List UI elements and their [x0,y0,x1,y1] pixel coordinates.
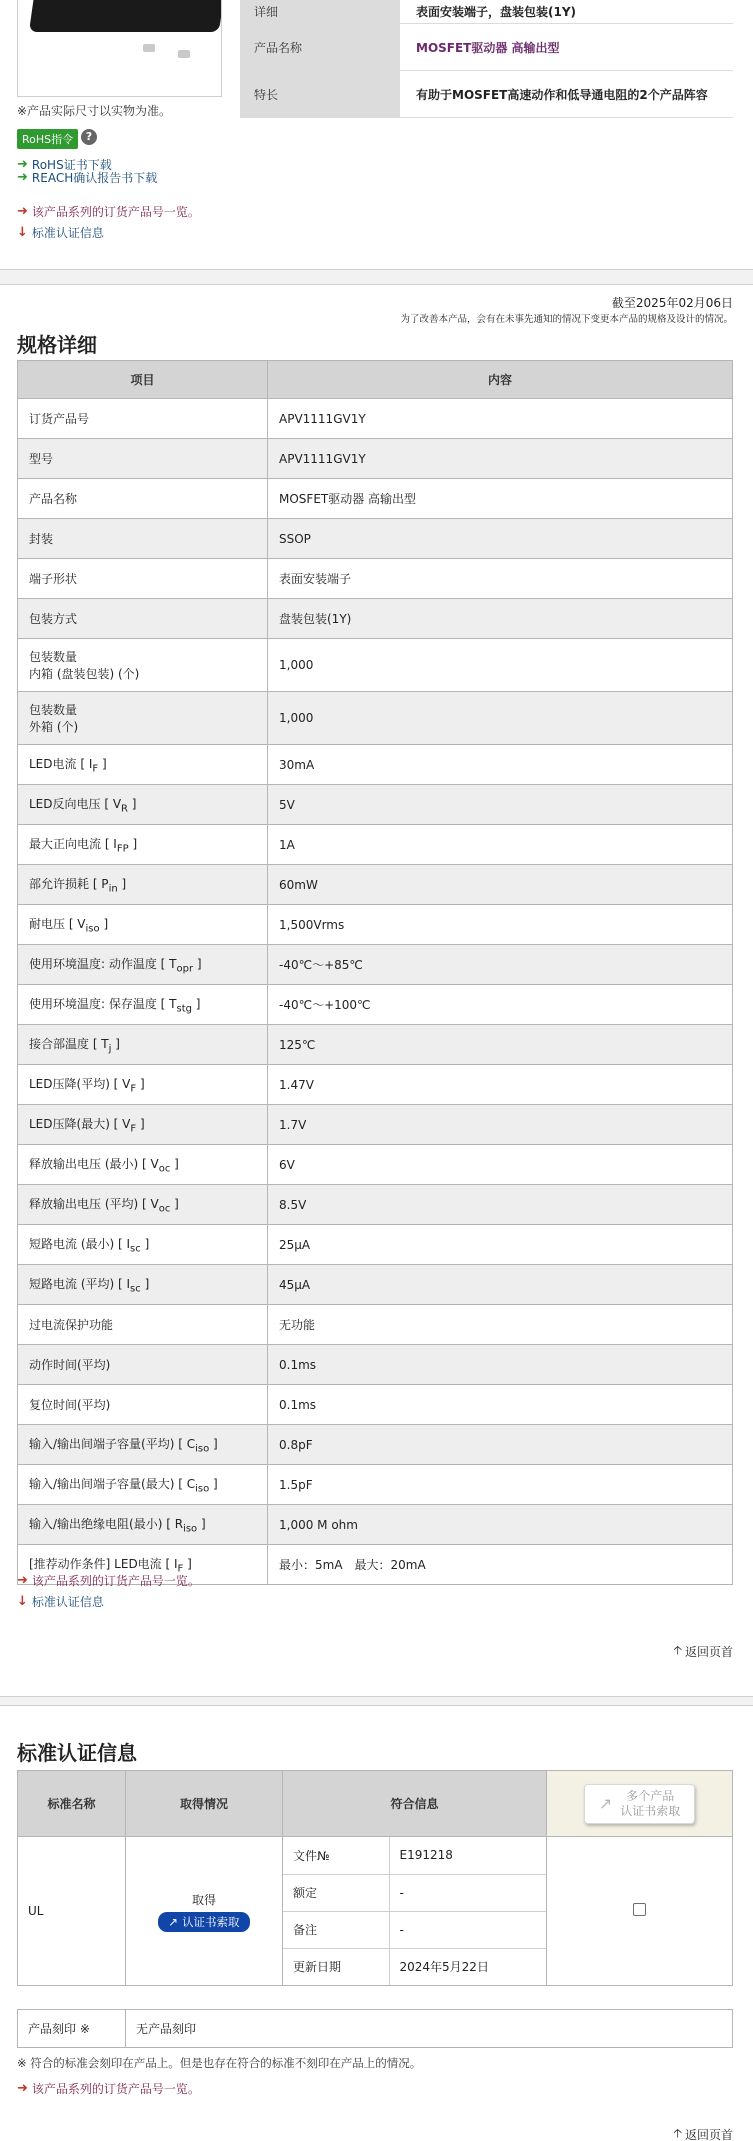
spec-value: 1,500Vrms [268,905,733,945]
spec-value: 60mW [268,865,733,905]
spec-value: 6V [268,1145,733,1185]
link-label: 返回页首 [684,2128,733,2141]
spec-disclaimer: 为了改善本产品，会有在未事先通知的情况下变更本产品的规格及设计的情况。 [400,314,733,325]
col-header-standard: 标准名称 [18,1771,126,1837]
spec-value: 30mA [268,745,733,785]
cert-status [126,1837,283,1986]
spec-value: 1.5pF [268,1465,733,1505]
status-text: 取得 [191,1892,216,1907]
link-label: 该产品系列的订货产品号一览。 [31,2082,200,2096]
spec-value: APV1111GV1Y [268,399,733,439]
cert-info-row [283,1948,546,1985]
arrow-right-icon: ➜ [17,170,28,185]
link-label: 返回页首 [684,1645,733,1659]
spec-row [18,825,733,865]
summary-row [240,24,733,71]
spec-value: APV1111GV1Y [268,439,733,479]
summary-label: 产品名称 [240,24,400,70]
cert-info [283,1837,547,1986]
spec-value: 无功能 [268,1305,733,1345]
arrow-down-icon: ↓ [17,225,28,240]
marking-value: 无产品刻印 [126,2010,733,2048]
spec-value: 5V [268,785,733,825]
spec-row [18,1145,733,1185]
summary-spec-list [240,0,733,118]
spec-value: 25µA [268,1225,733,1265]
cert-table [17,1770,733,1986]
spec-row [18,399,733,439]
arrow-right-icon: ➜ [17,204,28,219]
spec-item: LED压降(平均) [ $V_F$ ] [18,1065,268,1105]
spec-section-title: 规格详细 [17,333,97,357]
spec-row [18,1105,733,1145]
spec-item: 短路电流 (最小) [ $I_{sc}$ ] [18,1225,268,1265]
spec-value: MOSFET驱动器 高输出型 [268,479,733,519]
spec-item: 输入/输出间端子容量(最大) [ $C_{iso}$ ] [18,1465,268,1505]
summary-value: MOSFET驱动器 高输出型 [416,40,560,55]
spec-header-row [18,361,733,399]
spec-item: 订货产品号 [18,399,268,439]
spec-row [18,745,733,785]
cert-info-row [283,1837,546,1874]
spec-value: 0.1ms [268,1385,733,1425]
spec-item: 封装 [18,519,268,559]
link-label: 标准认证信息 [31,1595,104,1609]
spec-row [18,692,733,745]
spec-value: -40℃～+100℃ [268,985,733,1025]
chip-body [29,0,222,32]
summary-value: 表面安装端子，盘装包装(1Y) [416,5,577,19]
summary-value: 有助于MOSFET高速动作和低导通电阻的2个产品阵容 [416,87,708,102]
col-header-info: 符合信息 [283,1771,547,1837]
external-arrow-icon: ↗ [168,1914,179,1929]
spec-value: 8.5V [268,1185,733,1225]
summary-row [240,0,733,24]
spec-row [18,1265,733,1305]
help-icon[interactable]: ? [81,129,97,145]
spec-item: 动作时间(平均) [18,1345,268,1385]
marking-label: 产品刻印 ※ [18,2010,126,2048]
multi-product-cert-request-button[interactable] [584,1784,695,1824]
cert-info-key: 备注 [283,1911,389,1948]
spec-item: 产品名称 [18,479,268,519]
cert-info-value: E191218 [389,1837,546,1874]
chip-pin [178,50,190,58]
spec-value: 最小：5mA 最大：20mA [268,1545,733,1585]
cert-info-key: 文件№ [283,1837,389,1874]
cert-row [18,1837,733,1986]
spec-table [17,360,733,1585]
marking-row [18,2010,733,2048]
spec-row [18,479,733,519]
std-cert-anchor-link[interactable] [17,1593,104,1610]
spec-item: 过电流保护功能 [18,1305,268,1345]
cert-request-button[interactable]: ↗ 认证书索取 [158,1912,249,1932]
spec-item: 使用环境温度: 保存温度 [ $T_{stg}$ ] [18,985,268,1025]
arrow-right-icon: ➜ [17,157,28,172]
spec-row [18,865,733,905]
order-list-link[interactable] [17,2080,200,2097]
reach-report-download-link[interactable] [17,169,157,186]
spec-table-body [18,399,733,1585]
multi-btn-label: 多个产品 认证书索取 [620,1788,681,1818]
spec-row [18,905,733,945]
spec-value: 1,000 [268,692,733,745]
spec-item: LED电流 [ $I_F$ ] [18,745,268,785]
cert-info-table [283,1837,546,1985]
order-list-link[interactable] [17,1572,200,1589]
link-label: 该产品系列的订货产品号一览。 [31,205,200,219]
cert-info-key: 额定 [283,1874,389,1911]
arrow-up-icon: 🡡 [673,1643,682,1657]
spec-value: 1.7V [268,1105,733,1145]
spec-value: 0.1ms [268,1345,733,1385]
spec-row [18,1385,733,1425]
order-list-link[interactable] [17,203,200,220]
cert-info-row [283,1874,546,1911]
spec-item: 输入/输出绝缘电阻(最小) [ $R_{iso}$ ] [18,1505,268,1545]
link-label: 该产品系列的订货产品号一览。 [31,1574,200,1588]
product-summary [0,0,753,270]
spec-item: 释放输出电压 (平均) [ $V_{oc}$ ] [18,1185,268,1225]
cert-info-value: - [389,1911,546,1948]
col-header-content: 内容 [268,361,733,399]
spec-item: 释放输出电压 (最小) [ $V_{oc}$ ] [18,1145,268,1185]
spec-item: [推荐动作条件] LED电流 [ $I_F$ ] [18,1545,268,1585]
spec-value: 1,000 M ohm [268,1505,733,1545]
summary-label: 详细 [240,0,400,23]
spec-row [18,519,733,559]
image-size-note: ※产品实际尺寸以实物为准。 [17,104,172,118]
cert-info-key: 更新日期 [283,1948,389,1985]
spec-value: 1.47V [268,1065,733,1105]
spec-item: 最大正向电流 [ $I_{FP}$ ] [18,825,268,865]
spec-item: LED反向电压 [ $V_R$ ] [18,785,268,825]
standard-name: UL [18,1837,126,1986]
spec-row [18,1025,733,1065]
spec-row [18,985,733,1025]
spec-value: 0.8pF [268,1425,733,1465]
arrow-down-icon: ↓ [17,1594,28,1609]
spec-item: 包装数量 外箱 (个) [18,692,268,745]
col-header-item: 项目 [18,361,268,399]
spec-value: 45µA [268,1265,733,1305]
spec-item: 短路电流 (平均) [ $I_{sc}$ ] [18,1265,268,1305]
spec-row [18,1225,733,1265]
spec-value: 盘装包装(1Y) [268,599,733,639]
col-header-status: 取得情况 [126,1771,283,1837]
section-gap [0,270,753,284]
product-marking-table [17,2009,733,2048]
cert-select-cell [547,1837,733,1986]
spec-row [18,559,733,599]
spec-row [18,1305,733,1345]
spec-item: 包装数量 内箱 (盘装包装) (个) [18,639,268,692]
col-header-multi [547,1771,733,1837]
back-to-top-link[interactable] [673,1641,733,1662]
spec-item: 耐电压 [ $V_{iso}$ ] [18,905,268,945]
std-cert-anchor-link[interactable] [17,224,104,241]
spec-row [18,1425,733,1465]
arrow-right-icon: ➜ [17,1573,28,1588]
spec-value: -40℃～+85℃ [268,945,733,985]
spec-row [18,1465,733,1505]
spec-row [18,785,733,825]
external-arrow-icon: ↗ [598,1794,613,1813]
spec-row [18,1065,733,1105]
spec-item: 型号 [18,439,268,479]
spec-item: 使用环境温度: 动作温度 [ $T_{opr}$ ] [18,945,268,985]
summary-row [240,71,733,118]
spec-item: 复位时间(平均) [18,1385,268,1425]
chip-pin [143,44,155,52]
spec-value: 1A [268,825,733,865]
cert-info-value: - [389,1874,546,1911]
cert-header-row [18,1771,733,1837]
spec-item: 端子形状 [18,559,268,599]
spec-row [18,945,733,985]
spec-value: 表面安装端子 [268,559,733,599]
spec-value: SSOP [268,519,733,559]
spec-row [18,599,733,639]
spec-item: 部允许损耗 [ $P_{in}$ ] [18,865,268,905]
link-label: 标准认证信息 [31,226,104,240]
spec-item: 包装方式 [18,599,268,639]
rohs-badge[interactable]: RoHS指令 [17,129,78,149]
spec-row [18,1505,733,1545]
spec-value: 125℃ [268,1025,733,1065]
spec-item: LED压降(最大) [ $V_F$ ] [18,1105,268,1145]
link-label: REACH确认报告书下载 [31,171,158,185]
marking-note: ※ 符合的标准会刻印在产品上。但是也存在符合的标准不刻印在产品上的情况。 [17,2056,422,2070]
cert-info-value: 2024年5月22日 [399,1960,489,1975]
section-divider [0,1705,753,1706]
section-gap [0,1697,753,1705]
back-to-top-link[interactable] [673,2124,733,2141]
spec-row [18,1345,733,1385]
spec-item: 输入/输出间端子容量(平均) [ $C_{iso}$ ] [18,1425,268,1465]
arrow-right-icon: ➜ [17,2081,28,2096]
cert-section-title: 标准认证信息 [17,1741,137,1765]
spec-row [18,639,733,692]
link-label: RoHS证书下载 [31,158,112,172]
summary-label: 特长 [240,71,400,117]
product-image [17,0,222,97]
cert-info-row [283,1911,546,1948]
spec-item: 接合部温度 [ $T_j$ ] [18,1025,268,1065]
cert-select-checkbox[interactable] [633,1903,646,1916]
spec-row [18,1185,733,1225]
arrow-up-icon: 🡡 [673,2126,682,2140]
as-of-date: 截至2025年02月06日 [611,296,733,310]
spec-value: 1,000 [268,639,733,692]
spec-row [18,439,733,479]
section-divider [0,284,753,285]
